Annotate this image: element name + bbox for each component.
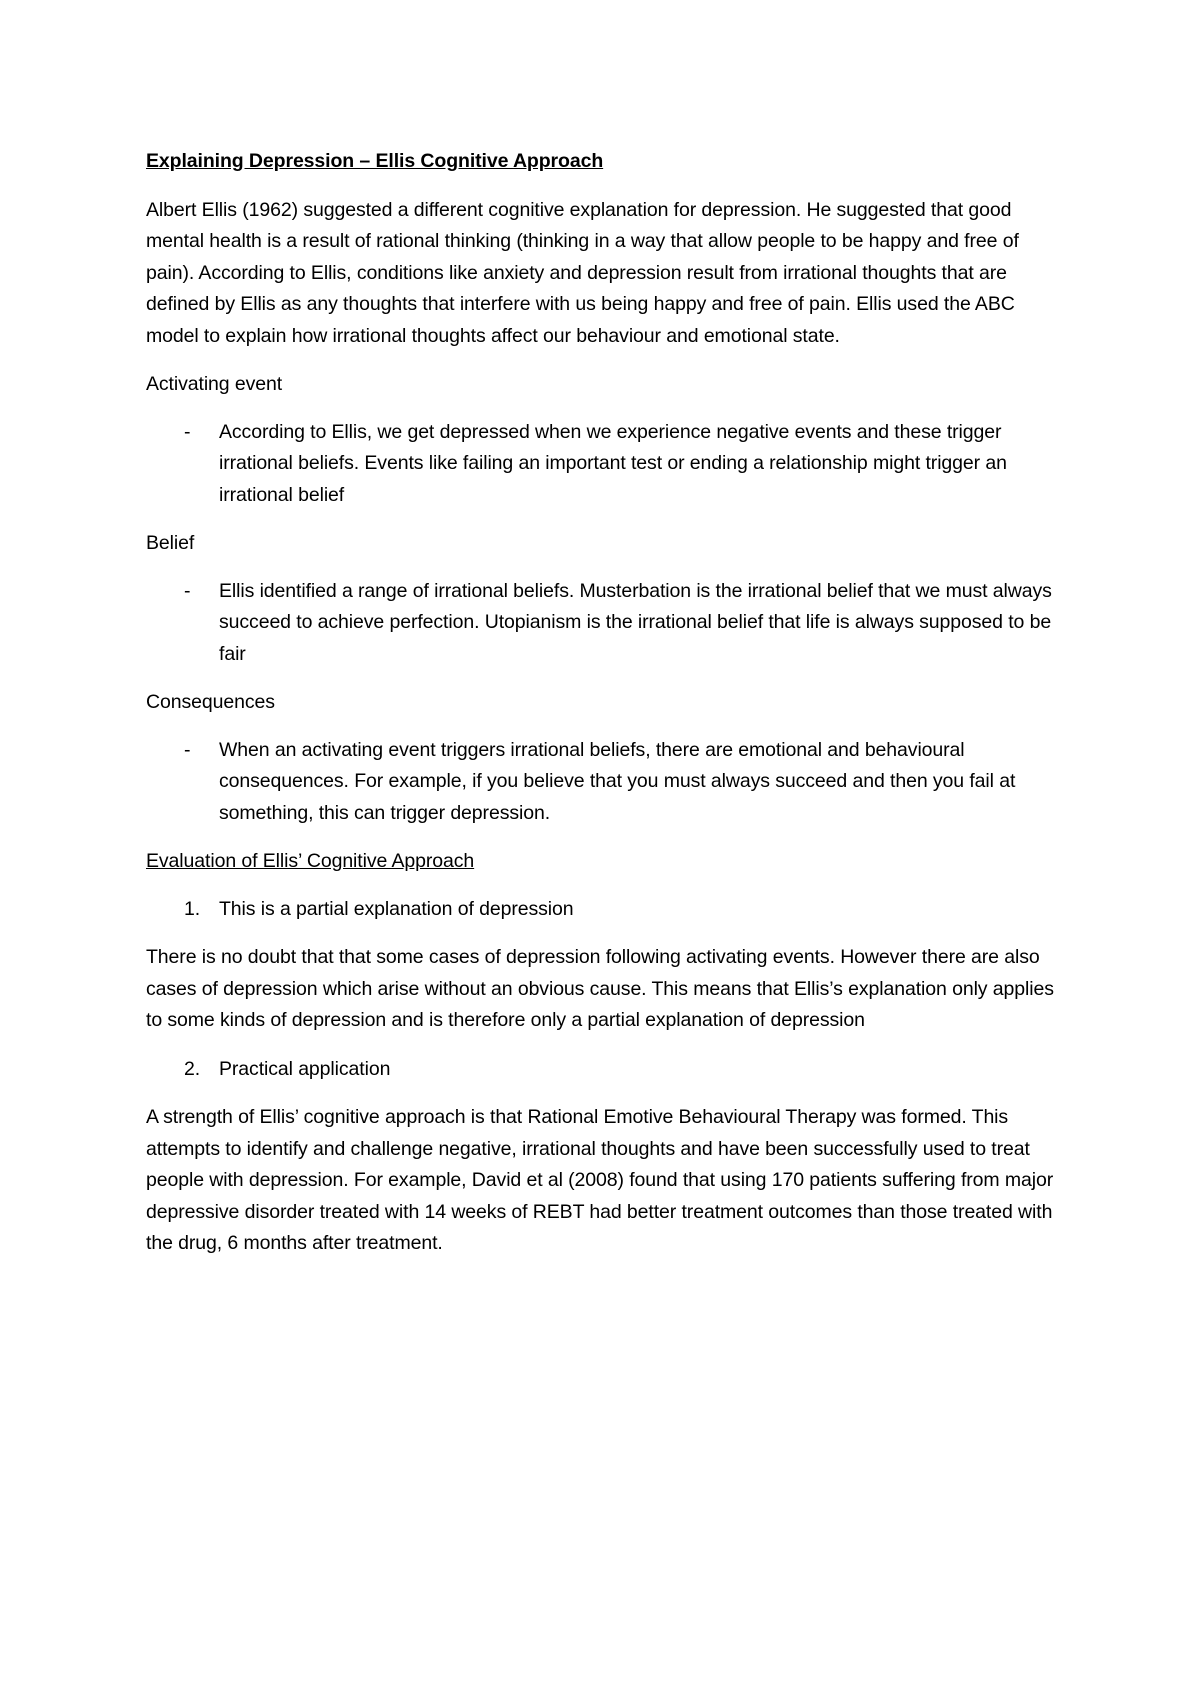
document-title: Explaining Depression – Ellis Cognitive Approach [146, 150, 604, 172]
list-number: 1. [184, 897, 201, 920]
bullet-text: When an activating event triggers irrational beliefs, there are emotional and behavioural consequences. For example, if you believe that you must always succeed and then you fail at something, this can trigger depression. [219, 738, 1016, 824]
evaluation-point-2-text: A strength of Ellis’ cognitive approach is that Rational Emotive Behavioural Therapy was formed. This attempts to identify and challenge negative, irrational thoughts and have been successfully used to treat people with depression. For example, David et al (2008) found that using 170 patients suffering from major depressive disorder treated with 14 weeks of REBT had better treatment outcomes than those treated with the drug, 6 months after treatment. [146, 1106, 1054, 1254]
intro-paragraph: Albert Ellis (1962) suggested a different cognitive explanation for depression. He suggested that good mental health is a result of rational thinking (thinking in a way that allow people to be happy and free of pain). According to Ellis, conditions like anxiety and depression result from irrational thoughts that are defined by Ellis as any thoughts that interfere with us being happy and free of pain. Ellis used the ABC model to explain how irrational thoughts affect our behaviour and emotional state. [146, 198, 1019, 347]
evaluation-heading: Evaluation of Ellis’ Cognitive Approach [146, 850, 475, 872]
bullet-activating-event [146, 417, 1066, 512]
evaluation-point-label: Practical application [219, 1057, 391, 1080]
bullet-dash: - [184, 738, 191, 761]
section-heading-belief: Belief [146, 532, 195, 554]
list-number: 2. [184, 1057, 201, 1080]
evaluation-point-2 [146, 1054, 1066, 1086]
bullet-text: According to Ellis, we get depressed when we experience negative events and these trigger irrational beliefs. Events like failing an important test or ending a relationship might trigger an irrational belief [219, 420, 1007, 506]
bullet-consequences [146, 735, 1066, 830]
section-heading-activating-event: Activating event [146, 373, 283, 395]
evaluation-point-1-text: There is no doubt that that some cases of depression following activating events. However there are also cases of depression which arise without an obvious cause. This means that Ellis’s explanation only applies to some kinds of depression and is therefore only a partial explanation of depression [146, 946, 1054, 1031]
bullet-belief [146, 576, 1066, 671]
evaluation-point-label: This is a partial explanation of depression [219, 897, 574, 920]
bullet-dash: - [184, 579, 191, 602]
bullet-text: Ellis identified a range of irrational beliefs. Musterbation is the irrational belief that we must always succeed to achieve perfection. Utopianism is the irrational belief that life is always supposed to be fair [219, 579, 1052, 665]
bullet-dash: - [184, 420, 191, 443]
section-heading-consequences: Consequences [146, 691, 275, 713]
document-page [146, 146, 1066, 1277]
evaluation-point-1 [146, 894, 1066, 926]
